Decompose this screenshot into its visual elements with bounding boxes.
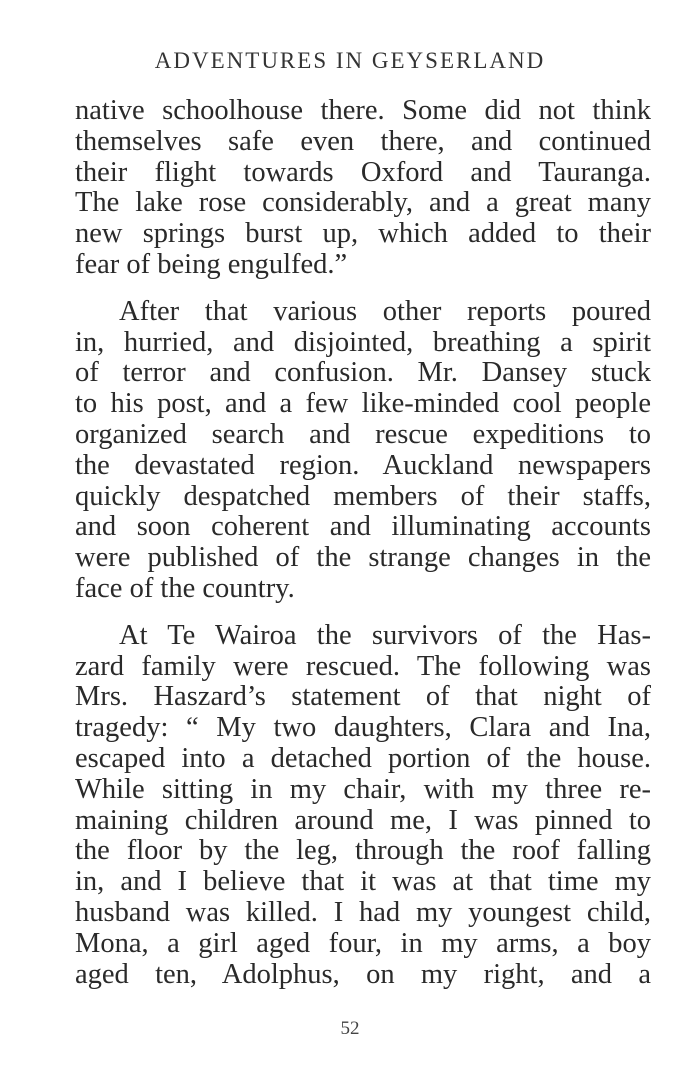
text-line: At Te Wairoa the survivors of the Has- — [119, 619, 651, 651]
text-line: After that various other reports poured — [119, 295, 651, 327]
text-line: quickly despatched members of their staffs, — [75, 480, 651, 512]
text-line: aged ten, Adolphus, on my right, and a — [75, 958, 651, 990]
text-line: fear of being engulfed.” — [75, 248, 348, 280]
text-line: in, hurried, and disjointed, breathing a spirit — [75, 326, 651, 358]
text-line: the floor by the leg, through the roof falling — [75, 835, 651, 867]
paragraph — [75, 297, 651, 605]
text-line: husband was killed. I had my youngest child, — [75, 896, 651, 928]
text-line: While sitting in my chair, with my three re- — [75, 773, 651, 805]
page-number: 52 — [340, 1018, 360, 1039]
text-line: zard family were rescued. The following was — [75, 650, 651, 682]
text-line: Mona, a girl aged four, in my arms, a boy — [75, 927, 651, 959]
text-line: and soon coherent and illuminating accounts — [75, 511, 651, 543]
text-line: escaped into a detached portion of the house. — [75, 742, 651, 774]
text-line: Mrs. Haszard’s statement of that night of — [75, 681, 651, 713]
text-line: organized search and rescue expeditions to — [75, 418, 651, 450]
text-line: The lake rose considerably, and a great many — [75, 187, 651, 219]
paragraph — [75, 621, 651, 991]
text-line: were published of the strange changes in the — [75, 542, 651, 574]
text-line: their flight towards Oxford and Tauranga. — [75, 156, 651, 188]
text-line: themselves safe even there, and continued — [75, 125, 651, 157]
text-line: to his post, and a few like-minded cool people — [75, 388, 651, 420]
body-text — [75, 96, 651, 1006]
paragraph — [75, 96, 651, 281]
text-line: in, and I believe that it was at that time my — [75, 866, 651, 898]
text-line: maining children around me, I was pinned to — [75, 804, 651, 836]
text-line: face of the country. — [75, 572, 295, 604]
text-line: tragedy: “ My two daughters, Clara and Ina, — [75, 712, 651, 744]
text-line: of terror and confusion. Mr. Dansey stuck — [75, 357, 651, 389]
text-line: native schoolhouse there. Some did not think — [75, 95, 651, 126]
text-line: new springs burst up, which added to their — [75, 218, 651, 250]
text-line: the devastated region. Auckland newspapers — [75, 449, 651, 481]
running-head: ADVENTURES IN GEYSERLAND — [154, 48, 546, 73]
